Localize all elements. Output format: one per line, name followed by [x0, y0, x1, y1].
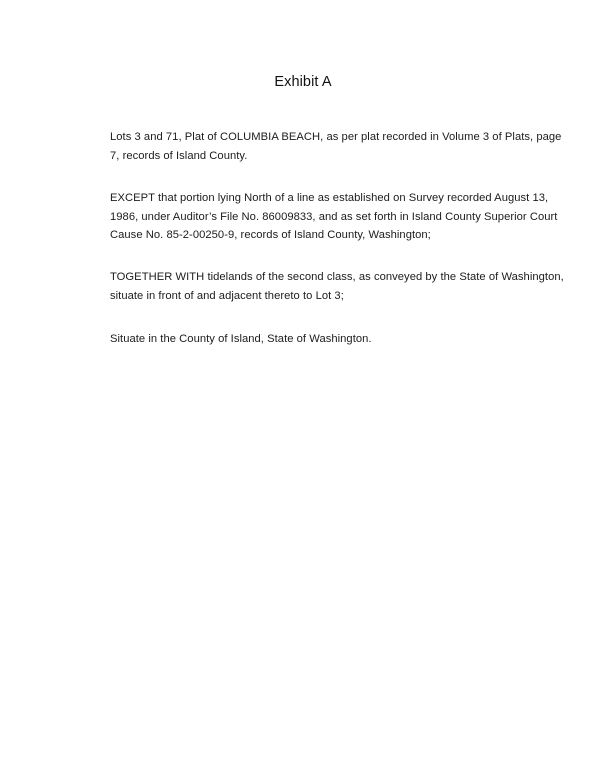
situate-paragraph — [110, 330, 540, 349]
exception-paragraph — [110, 189, 558, 245]
paragraph-line: Lots 3 and 71, Plat of COLUMBIA BEACH, as per plat recorded in Volume 3 of Plats, page — [110, 131, 562, 143]
page-title: Exhibit A — [274, 74, 332, 90]
tidelands-paragraph — [110, 268, 564, 305]
paragraph-line: Situate in the County of Island, State of Washington. — [110, 333, 372, 345]
paragraph-line: 7, records of Island County. — [110, 149, 248, 162]
paragraph-line: 1986, under Auditor’s File No. 86009833, and as set forth in Island County Superior Court — [110, 210, 558, 223]
paragraph-line: situate in front of and adjacent thereto to Lot 3; — [110, 289, 344, 302]
legal-description-paragraph — [110, 128, 562, 165]
paragraph-line: TOGETHER WITH tidelands of the second class, as conveyed by the State of Washington, — [110, 271, 564, 283]
paragraph-line: Cause No. 85-2-00250-9, records of Island County, Washington; — [110, 229, 431, 241]
paragraph-line: EXCEPT that portion lying North of a line as established on Survey recorded August 13, — [110, 192, 549, 204]
